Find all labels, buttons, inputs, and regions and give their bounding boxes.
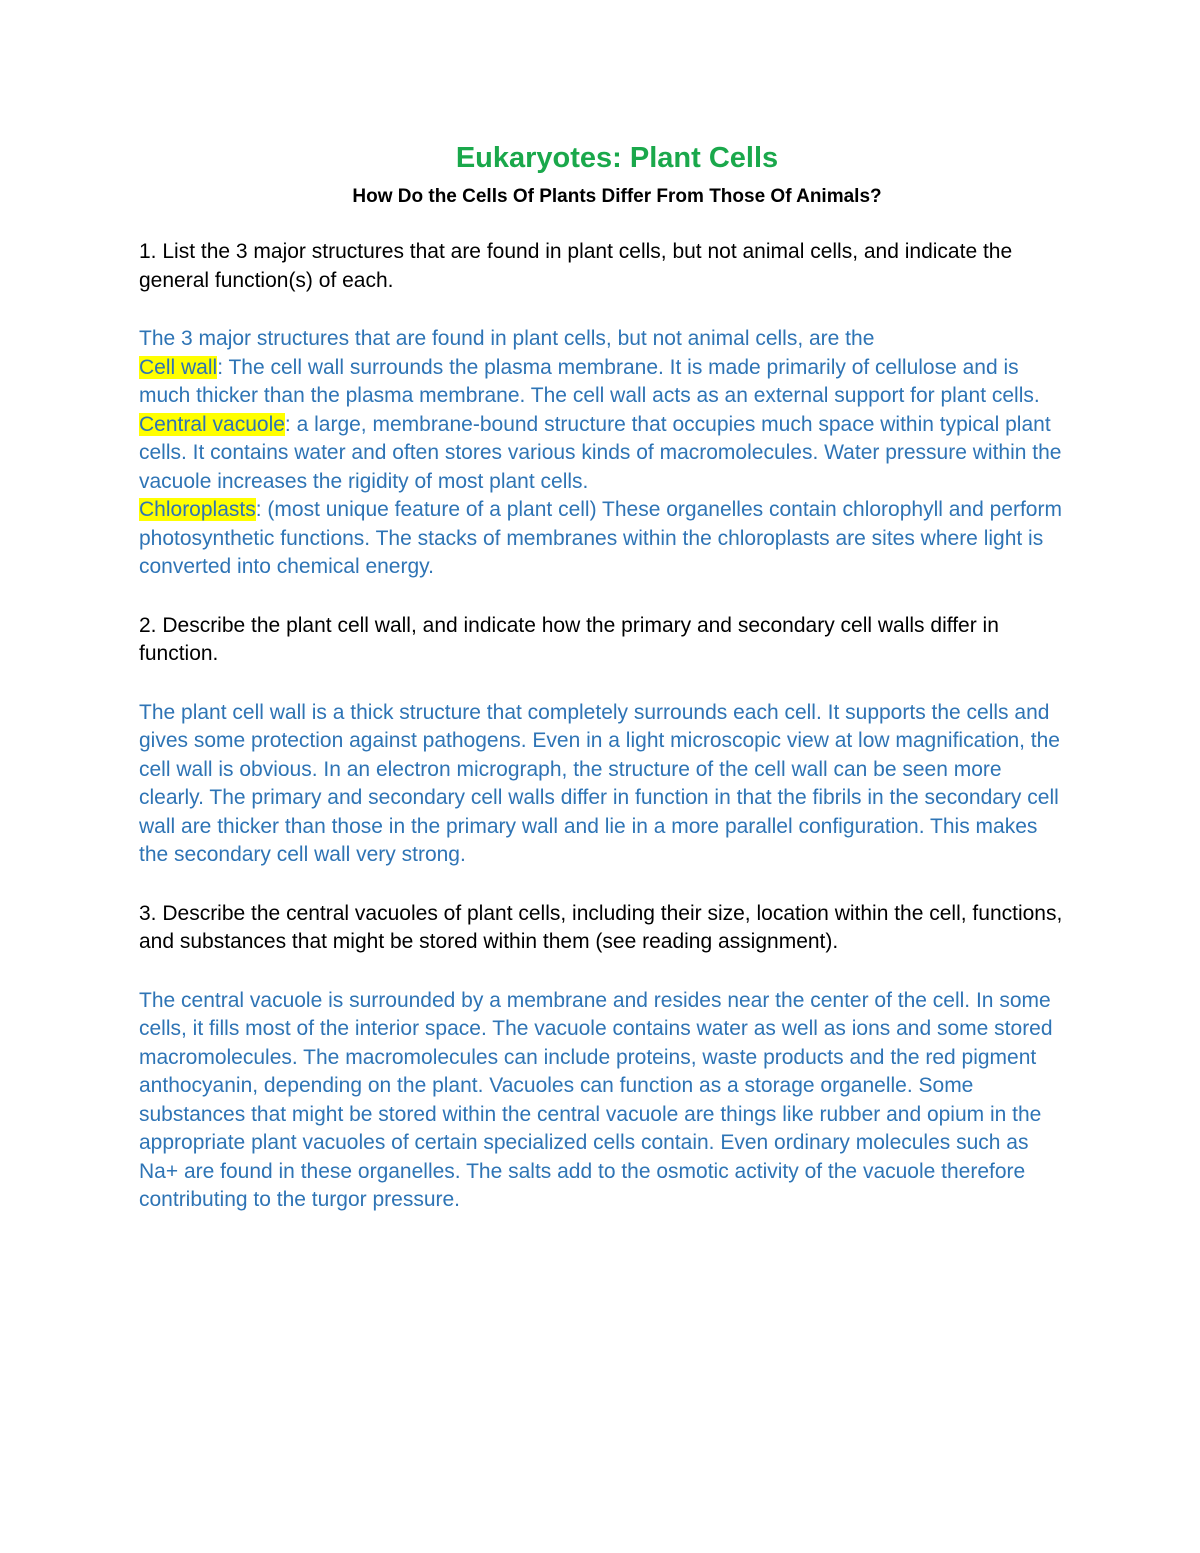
answer-3: The central vacuole is surrounded by a membrane and resides near the center of the cell. In some cells, it fills most of the interior space. The vacuole contains water as well as ions and some stored macromolecules. The macromolecules can include proteins, waste products and the red pigment anthocyanin, depending on the plant. Vacuoles can function as a storage organelle. Some substances that might be stored within the central vacuole are things like rubber and opium in the appropriate plant vacuoles of certain specialized cells contain. Even ordinary molecules such as Na+ are found in these organelles. The salts add to the osmotic activity of the vacuole therefore contributing to the turgor pressure. <box>139 988 1053 1211</box>
page-title: Eukaryotes: Plant Cells <box>455 142 779 174</box>
page-subtitle: How Do the Cells Of Plants Differ From Those Of Animals? <box>352 186 882 207</box>
answer-1-item-chloroplasts <box>139 496 1069 582</box>
item-text: : (most unique feature of a plant cell) These organelles contain chlorophyll and perform photosynthetic functions. The stacks of membranes within the chloroplasts are sites where light is converted into chemical energy. <box>139 498 1062 578</box>
item-text: : The cell wall surrounds the plasma membrane. It is made primarily of cellulose and is much thicker than the plasma membrane. The cell wall acts as an external support for plant cells. <box>139 355 1040 407</box>
question-1: 1. List the 3 major structures that are found in plant cells, but not animal cells, and indicate the general function(s) of each. <box>139 240 1013 292</box>
highlighted-term: Chloroplasts <box>139 498 256 521</box>
answer-1-item-cell-wall <box>139 354 1069 411</box>
answer-2: The plant cell wall is a thick structure that completely surrounds each cell. It supports the cells and gives some protection against pathogens. Even in a light microscopic view at low magnification, the cell wall is obvious. In an electron micrograph, the structure of the cell wall can be seen more clearly. The primary and secondary cell walls differ in function in that the fibrils in the secondary cell wall are thicker than those in the primary wall and lie in a more parallel configuration. This makes the secondary cell wall very strong. <box>139 700 1060 866</box>
highlighted-term: Central vacuole <box>139 412 285 436</box>
item-text: : a large, membrane-bound structure that occupies much space within typical plant cells. It contains water and often stores various kinds of macromolecules. Water pressure within the vacuole increases the rigidity of most plant cells. <box>139 412 1062 493</box>
highlighted-term: Cell wall <box>139 355 218 379</box>
question-3: 3. Describe the central vacuoles of plant cells, including their size, location within the cell, functions, and substances that might be stored within them (see reading assignment). <box>139 901 1063 953</box>
answer-1-item-central-vacuole <box>139 411 1069 497</box>
question-2: 2. Describe the plant cell wall, and indicate how the primary and secondary cell walls differ in function. <box>139 613 999 665</box>
document-body <box>139 140 1069 1215</box>
answer-1-intro: The 3 major structures that are found in plant cells, but not animal cells, are the <box>139 327 875 350</box>
answer-1 <box>139 325 1069 582</box>
